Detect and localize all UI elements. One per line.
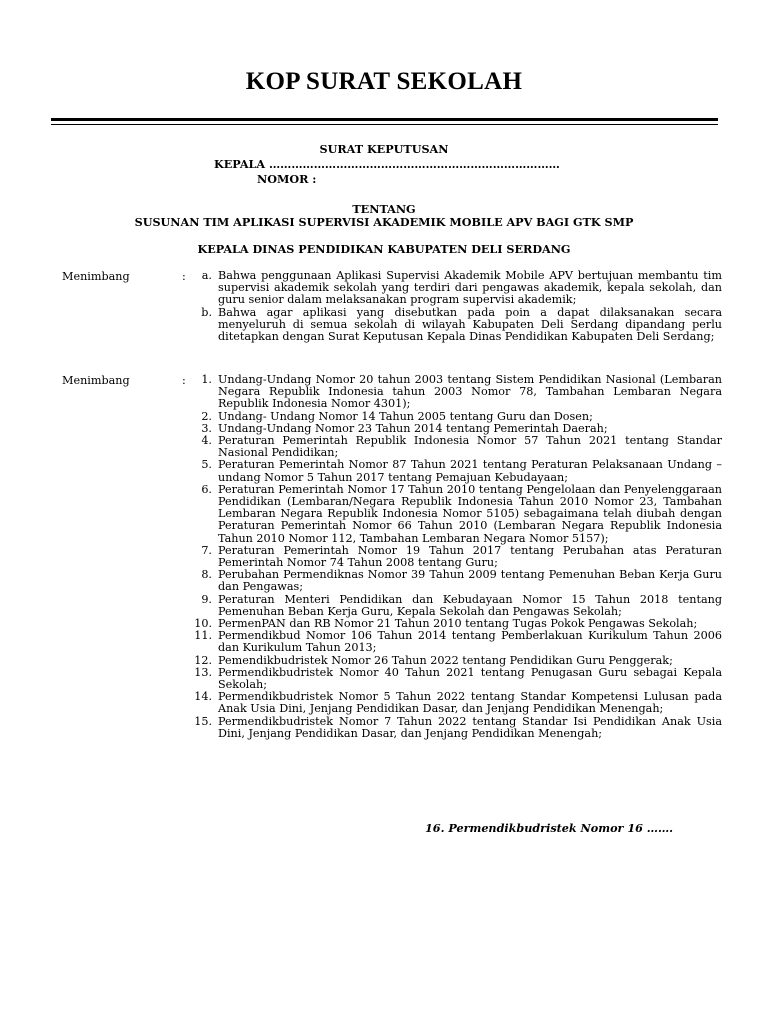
list-item-text: Peraturan Pemerintah Nomor 17 Tahun 2010 tentang Pengelolaan dan Penyelenggaraan Pendidikan (Lembaran/Negara Republik Indonesia Tahun 2010 Nomor 23, Tambahan Lembaran Negara Republik Indonesia Nomor 5105) sebagaimana telah diubah dengan Peraturan Pemerintah Nomor 66 Tahun 2010 (Lembaran Negara Republik Indonesia Tahun 2010 Nomor 112, Tambahan Lembaran Negara Nomor 5157); [218,482,722,545]
letterhead-title: KOP SURAT SEKOLAH [245,68,523,95]
list-item-text: Peraturan Menteri Pendidikan dan Kebudayaan Nomor 15 Tahun 2018 tentang Pemenuhan Beban Kerja Guru, Kepala Sekolah dan Pengawas Sekolah; [218,592,722,618]
number-line: NOMOR : [257,172,317,186]
list-item-text: Perubahan Permendiknas Nomor 39 Tahun 2009 tentang Pemenuhan Beban Kerja Guru dan Pengawas; [218,568,722,594]
list-item-marker: 14. [194,690,212,704]
list-item-marker: 4. [201,434,212,448]
subject-title: SUSUNAN TIM APLIKASI SUPERVISI AKADEMIK MOBILE APV BAGI GTK SMP [134,215,634,229]
list-item-marker: 12. [194,653,212,667]
list-item-marker: 3. [201,421,212,435]
authority-title: KEPALA DINAS PENDIDIKAN KABUPATEN DELI SERDANG [197,242,571,256]
list-item-marker: 8. [201,568,212,582]
issuer-line: KEPALA …………………………………………………………………… [214,157,560,171]
list-item [192,594,722,618]
list-item-marker: 11. [194,629,212,643]
list-item-text: Permendikbudristek Nomor 7 Tahun 2022 tentang Standar Isi Pendidikan Anak Usia Dini, Jenjang Pendidikan Dasar, dan Jenjang Pendidikan Menengah; [218,714,722,740]
about-label: TENTANG [352,202,416,216]
list-item [192,667,722,691]
list-item-marker: 9. [201,592,212,606]
list-item-marker: a. [201,269,212,282]
list-item-marker: 15. [194,714,212,728]
list-item-text: Undang-Undang Nomor 23 Tahun 2014 tentang Pemerintah Daerah; [218,421,608,435]
list-item-text: Peraturan Pemerintah Republik Indonesia Nomor 57 Tahun 2021 tentang Standar Nasional Pendidikan; [218,434,722,460]
list-item-marker: 10. [194,617,212,631]
list-item [192,716,722,740]
list-item [192,374,722,411]
legal-basis-label: Menimbang [62,374,130,387]
list-item-text: Peraturan Pemerintah Nomor 87 Tahun 2021 tentang Peraturan Pelaksanaan Undang – undang Nomor 5 Tahun 2017 tentang Pemajuan Kebudayaan; [218,458,722,484]
considering-colon: : [182,270,186,283]
list-item [192,630,722,654]
list-item [192,569,722,593]
list-item-marker: 13. [194,665,212,679]
list-item-text: Permendikbud Nomor 106 Tahun 2014 tentang Pemberlakuan Kurikulum Tahun 2006 dan Kurikulum Tahun 2013; [218,629,722,655]
list-item-text: Permendikbudristek Nomor 5 Tahun 2022 tentang Standar Kompetensi Lulusan pada Anak Usia Dini, Jenjang Pendidikan Dasar, dan Jenjang Pendidikan Menengah; [218,690,722,716]
considering-label: Menimbang [62,270,130,283]
document-type: SURAT KEPUTUSAN [319,142,449,156]
list-item-text: Pemendikbudristek Nomor 26 Tahun 2022 tentang Pendidikan Guru Penggerak; [218,653,673,667]
list-item-marker: 1. [201,373,212,386]
list-item [192,484,722,545]
considering-list [192,270,722,343]
list-item-text: PermenPAN dan RB Nomor 21 Tahun 2010 tentang Tugas Pokok Pengawas Sekolah; [218,617,698,631]
list-item-text: Permendikbudristek Nomor 40 Tahun 2021 tentang Penugasan Guru sebagai Kepala Sekolah; [218,665,722,692]
list-item-text: Undang-Undang Nomor 20 tahun 2003 tentang Sistem Pendidikan Nasional (Lembaran Negara Republik Indonesia tahun 2003 Nomor 78, Tambahan Lembaran Negara Republik Indonesia Nomor 4301); [218,373,722,411]
list-item [192,459,722,483]
list-item-marker: b. [201,305,212,319]
letterhead-rule-thick [51,118,718,121]
letterhead-rule-thin [51,124,718,125]
list-item-marker: 5. [201,458,212,472]
list-item [192,411,722,423]
list-item [192,270,722,307]
list-item-marker: 7. [201,543,212,557]
continuation-note: 16. Permendikbudristek Nomor 16 ……. [425,821,674,835]
list-item-text: Peraturan Pemerintah Nomor 19 Tahun 2017 tentang Perubahan atas Peraturan Pemerintah Nomor 74 Tahun 2008 tentang Guru; [218,543,722,570]
legal-basis-colon: : [182,374,186,387]
list-item [192,691,722,715]
list-item [192,435,722,459]
list-item-text: Bahwa agar aplikasi yang disebutkan pada poin a dapat dilaksanakan secara menyeluruh di semua sekolah di wilayah Kabupaten Deli Serdang dipandang perlu ditetapkan dengan Surat Keputusan Kepala Dinas Pendidikan Kabupaten Deli Serdang; [218,305,722,344]
list-item-text: Bahwa penggunaan Aplikasi Supervisi Akademik Mobile APV bertujuan membantu tim supervisi akademik sekolah yang terdiri dari pengawas akademik, kepala sekolah, dan guru senior dalam melaksanakan program supervisi akademik; [218,269,722,307]
list-item [192,307,722,344]
legal-basis-list [192,374,722,740]
list-item [192,545,722,569]
list-item-marker: 2. [201,409,212,423]
list-item-text: Undang- Undang Nomor 14 Tahun 2005 tentang Guru dan Dosen; [218,409,593,423]
list-item-marker: 6. [201,482,212,496]
